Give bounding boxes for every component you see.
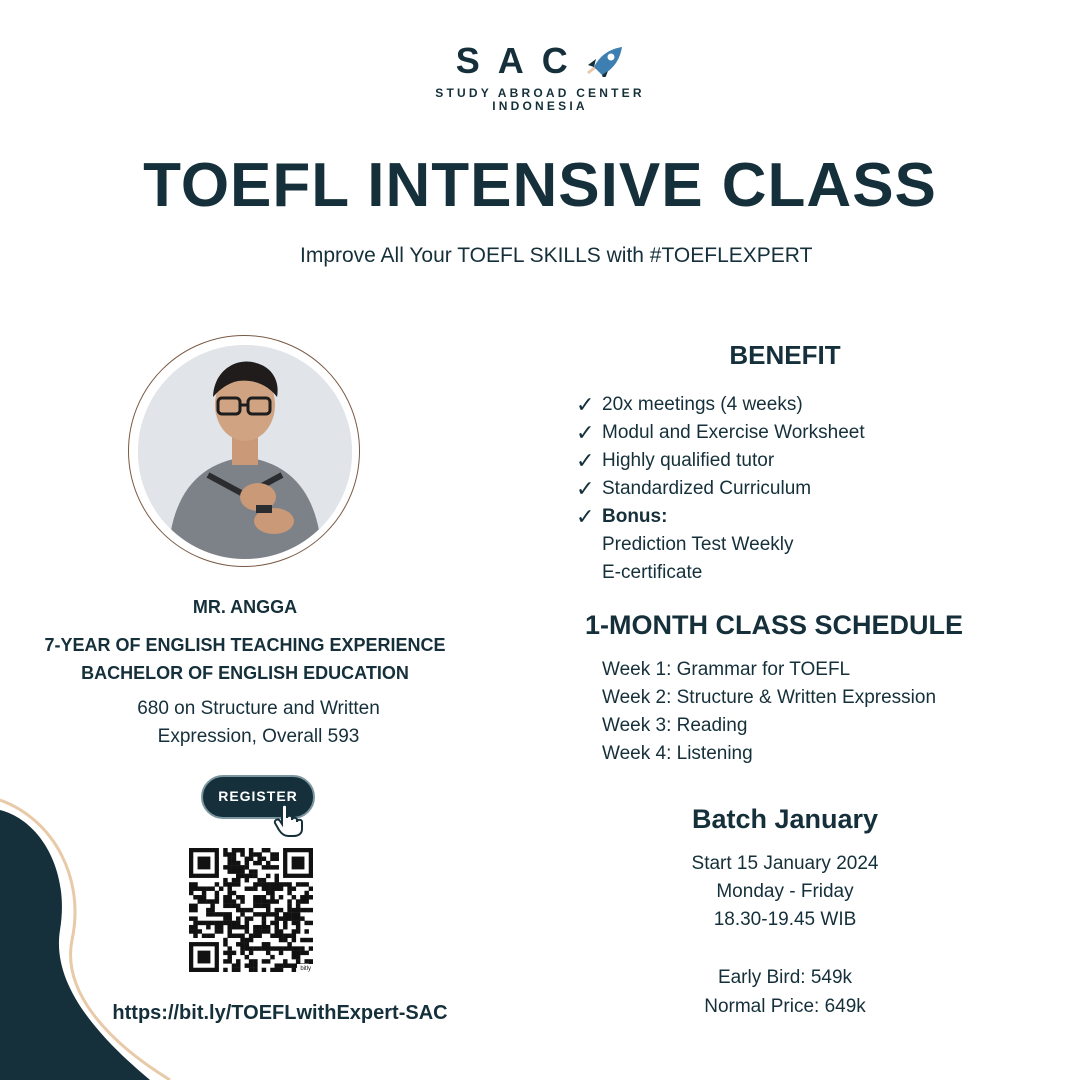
schedule-week: Week 3: Reading [602,715,748,736]
bonus-item: E-certificate [602,562,703,583]
normal-price: Normal Price: 649k [704,996,866,1017]
register-button[interactable]: REGISTER [201,775,315,819]
batch-days: Monday - Friday [716,881,854,902]
schedule-title: 1-MONTH CLASS SCHEDULE [585,610,964,640]
logo-subtitle-line1: STUDY ABROAD CENTER [435,86,645,100]
check-icon: ✓ [576,420,595,445]
logo-mark: SAC [455,40,586,81]
schedule-week: Week 2: Structure & Written Expression [602,687,937,708]
logo-subtitle-line2: INDONESIA [492,99,588,113]
corner-swoosh-decoration [0,780,200,1080]
tutor-name: MR. ANGGA [192,597,298,617]
tutor-credential-experience: 7-YEAR OF ENGLISH TEACHING EXPERIENCE [44,635,446,655]
tutor-score-line2: Expression, Overall 593 [157,726,360,747]
bonus-item: Prediction Test Weekly [602,534,794,555]
benefit-item-bonus: ✓ Bonus: [576,504,668,529]
qr-code[interactable] [189,848,313,972]
logo [0,40,1080,82]
register-link[interactable]: https://bit.ly/TOEFLwithExpert-SAC [112,1002,448,1024]
early-bird-price: Early Bird: 549k [717,967,853,988]
qr-caption: bitly [300,966,311,972]
schedule-week: Week 4: Listening [602,743,753,764]
check-icon: ✓ [576,392,595,417]
benefit-title: BENEFIT [729,340,841,370]
tutor-photo [138,345,352,559]
benefit-item: ✓ Highly qualified tutor [576,448,775,473]
page-subtitle: Improve All Your TOEFL SKILLS with #TOEFLEXPERT [300,244,813,267]
tutor-credential-degree: BACHELOR OF ENGLISH EDUCATION [81,663,409,683]
schedule-week: Week 1: Grammar for TOEFL [602,659,851,680]
check-icon: ✓ [576,504,595,529]
benefit-item: ✓ Standardized Curriculum [576,476,812,501]
benefit-item: ✓ Modul and Exercise Worksheet [576,420,865,445]
rocket-icon [584,45,624,77]
batch-start-date: Start 15 January 2024 [691,853,879,874]
tutor-portrait-illustration [138,345,352,559]
tutor-score-line1: 680 on Structure and Written [137,698,380,719]
benefit-item: ✓ 20x meetings (4 weeks) [576,392,803,417]
batch-time: 18.30-19.45 WIB [713,909,857,930]
schedule-list [602,656,936,768]
batch-title: Batch January [691,804,879,834]
hand-pointer-icon [272,803,304,837]
benefit-list [576,391,865,531]
check-icon: ✓ [576,476,595,501]
page-title: TOEFL INTENSIVE CLASS [143,151,937,220]
check-icon: ✓ [576,448,595,473]
